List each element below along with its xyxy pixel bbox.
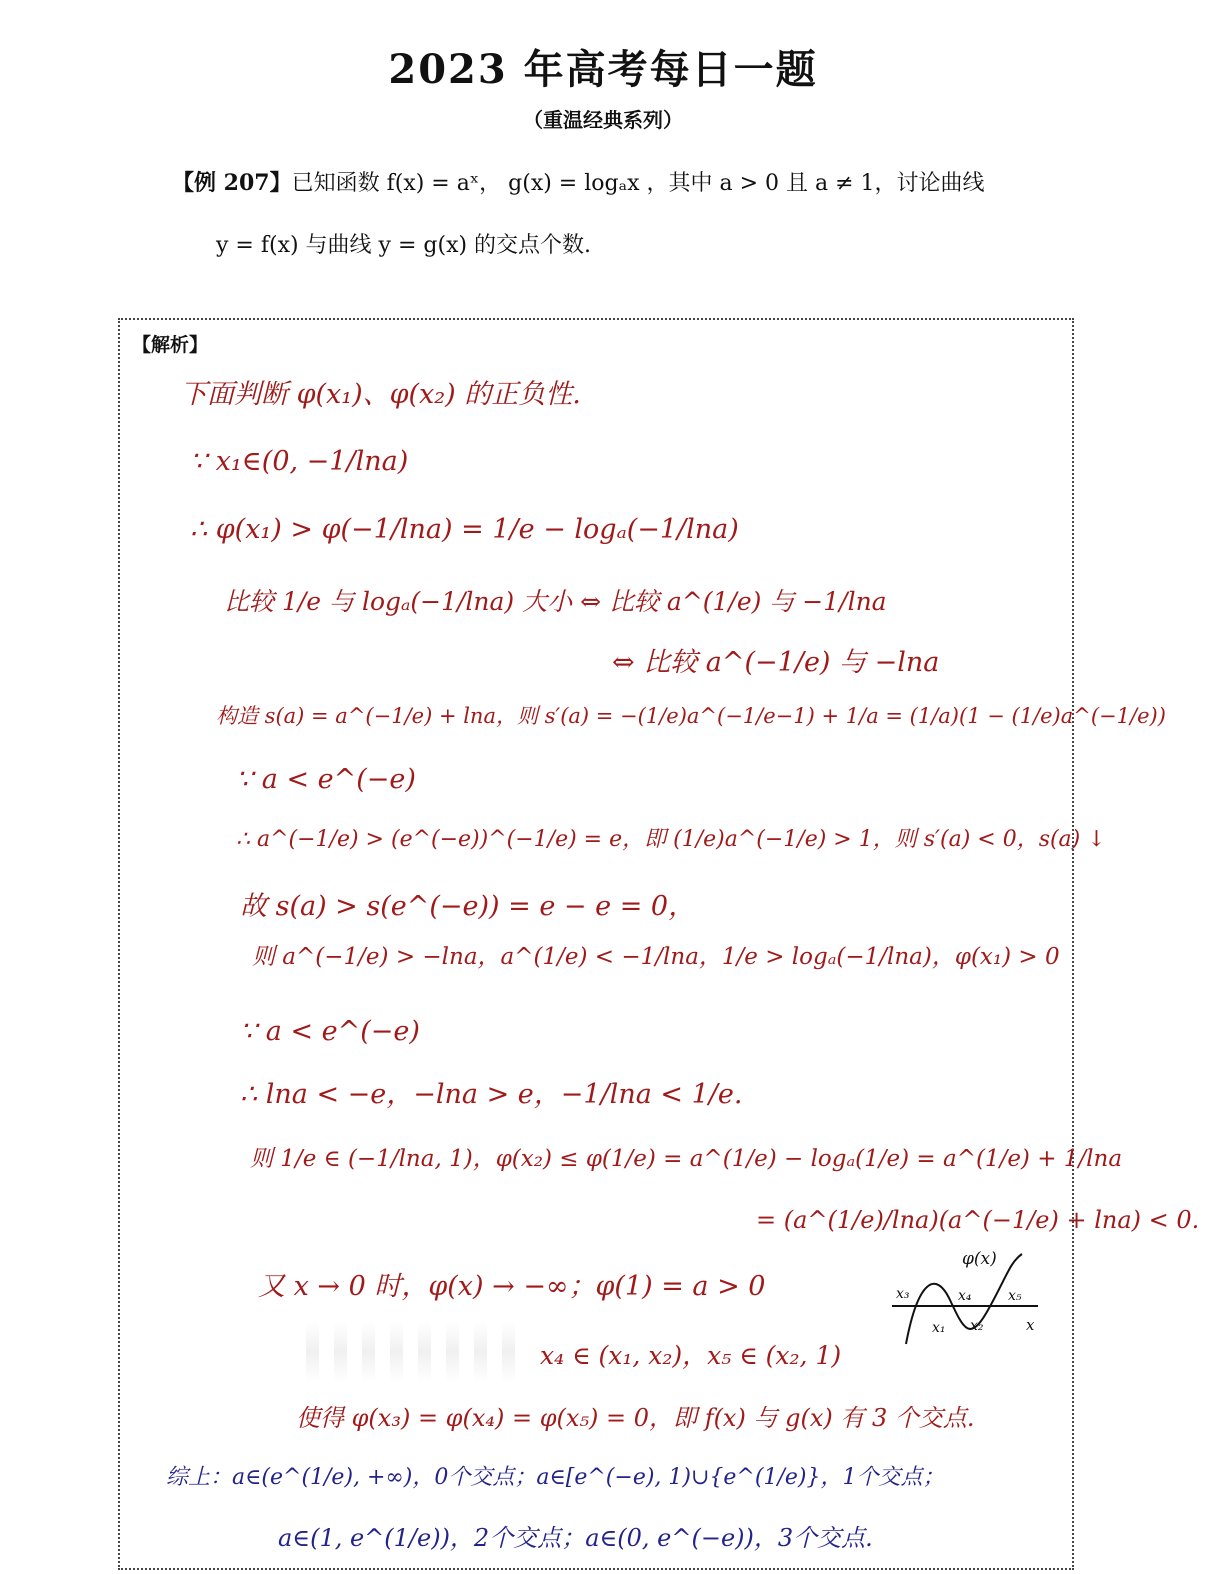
page-title: 2023 年高考每日一题	[388, 46, 818, 93]
phi-sketch-graph	[888, 1240, 1048, 1350]
analysis-label: 【解析】	[132, 334, 209, 356]
sketch-x2-label: x₂	[970, 1318, 984, 1334]
solution-line-11: ∵ a < e^(−e)	[240, 1016, 420, 1047]
solution-line-17: 使得 φ(x₃) = φ(x₄) = φ(x₅) = 0，即 f(x) 与 g(x) 有 3 个交点.	[296, 1404, 975, 1432]
solution-line-12: ∴ lna < −e，−lna > e，−1/lna < 1/e.	[240, 1079, 743, 1110]
solution-line-8: ∴ a^(−1/e) > (e^(−e))^(−1/e) = e，即 (1/e)a^(−1/e) > 1，则 s′(a) < 0，s(a) ↓	[236, 827, 1106, 852]
page-subtitle: （重温经典系列）	[523, 108, 683, 132]
solution-line-16: x₄ ∈ (x₁, x₂)，x₅ ∈ (x₂, 1)	[540, 1341, 842, 1370]
sketch-x5-label: x₅	[1008, 1288, 1022, 1304]
solution-line-2: ∵ x₁∈(0, −1/lna)	[190, 446, 409, 477]
solution-line-1: 下面判断 φ(x₁)、φ(x₂) 的正负性.	[180, 379, 581, 410]
solution-line-9: 故 s(a) > s(e^(−e)) = e − e = 0，	[240, 891, 696, 922]
solution-line-4: 比较 1/e 与 logₐ(−1/lna) 大小 ⇔ 比较 a^(1/e) 与 −1/lna	[224, 587, 887, 616]
solution-line-3: ∴ φ(x₁) > φ(−1/lna) = 1/e − logₐ(−1/lna)	[190, 514, 739, 545]
sketch-x3-label: x₃	[896, 1286, 910, 1302]
solution-line-15: 又 x → 0 时，φ(x) → −∞；φ(1) = a > 0	[258, 1271, 766, 1302]
sketch-phi-label: φ(x)	[962, 1249, 997, 1269]
problem-text-line-1: 已知函数 f(x) = aˣ， g(x) = logₐx ，其中 a > 0 且 a ≠ 1，讨论曲线	[291, 171, 985, 196]
solution-line-6: 构造 s(a) = a^(−1/e) + lna，则 s′(a) = −(1/e)a^(−1/e−1) + 1/a = (1/a)(1 − (1/e)a^(−1/e))	[216, 704, 1166, 728]
solution-line-10: 则 a^(−1/e) > −lna，a^(1/e) < −1/lna，1/e > logₐ(−1/lna)，φ(x₁) > 0	[252, 944, 1060, 970]
summary-line-1: 综上：a∈(e^(1/e), +∞)，0个交点；a∈[e^(−e), 1)∪{e^(1/e)}，1个交点；	[166, 1465, 945, 1490]
solution-line-5: ⇔ 比较 a^(−1/e) 与 −lna	[612, 647, 940, 678]
solution-line-14: = (a^(1/e)/lna)(a^(−1/e) + lna) < 0.	[756, 1206, 1200, 1234]
solution-line-7: ∵ a < e^(−e)	[236, 764, 416, 795]
solution-line-13: 则 1/e ∈ (−1/lna, 1)，φ(x₂) ≤ φ(1/e) = a^(1/e) − logₐ(1/e) = a^(1/e) + 1/lna	[250, 1146, 1123, 1172]
example-label: 【例 207】	[172, 170, 292, 196]
summary-line-2: a∈(1, e^(1/e))，2个交点；a∈(0, e^(−e))，3个交点.	[278, 1524, 873, 1552]
problem-text-line-2: y = f(x) 与曲线 y = g(x) 的交点个数.	[216, 233, 592, 258]
censored-region	[270, 1322, 538, 1382]
sketch-axis-label: x	[1026, 1316, 1035, 1334]
problem-statement-line-1	[172, 166, 985, 197]
sketch-x4-label: x₄	[958, 1288, 972, 1304]
sketch-x1-label: x₁	[932, 1320, 946, 1336]
